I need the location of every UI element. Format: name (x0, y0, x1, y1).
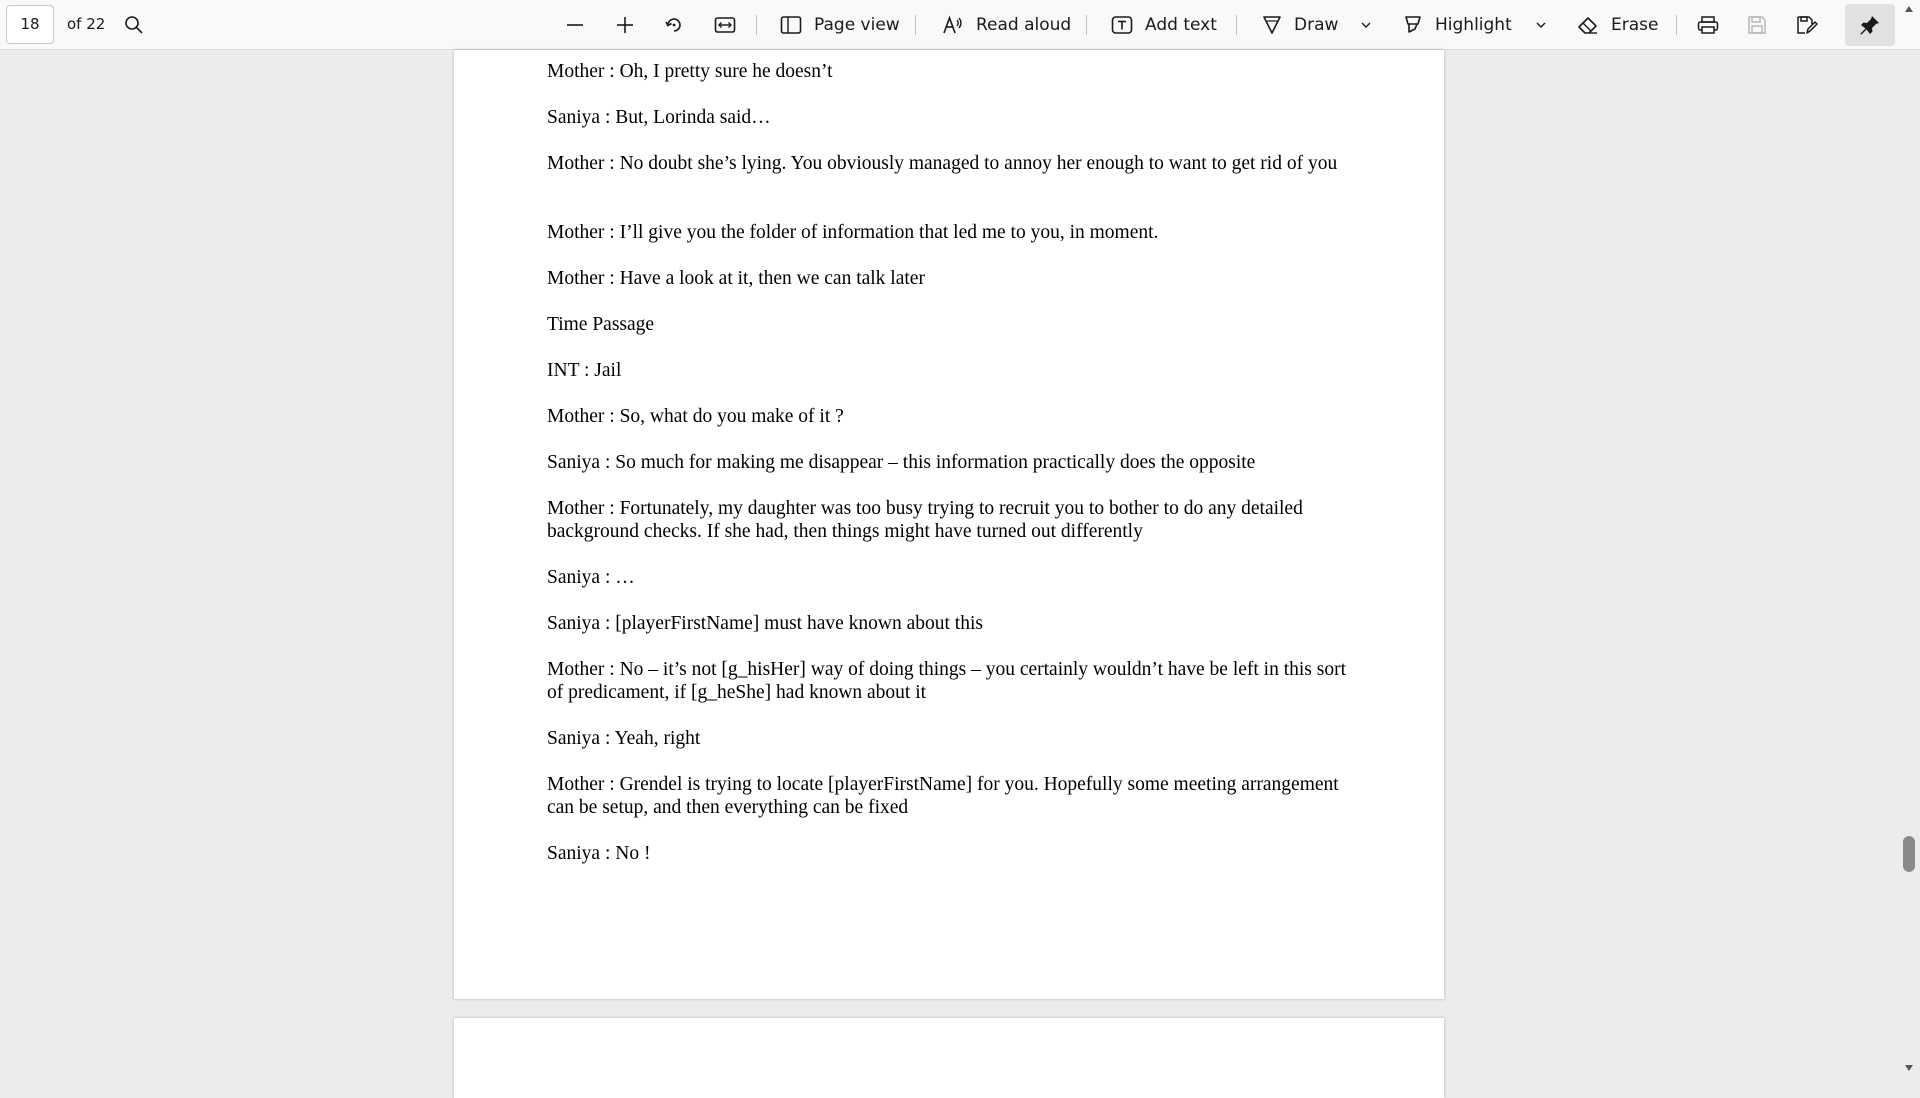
chevron-down-icon (1535, 19, 1547, 31)
zoom-in-button[interactable] (615, 0, 635, 50)
eraser-icon (1577, 15, 1599, 35)
dialogue-line: Mother : No – it’s not [g_hisHer] way of doing things – you certainly wouldn’t have be left in this sort of predicament, if [g_heShe] had known about it (547, 659, 1347, 703)
read-aloud-label: Read aloud (976, 15, 1072, 35)
dialogue-line: Saniya : … (547, 567, 635, 588)
chevron-down-icon (1360, 19, 1372, 31)
add-text-icon (1111, 15, 1133, 35)
rotate-button[interactable] (664, 0, 684, 50)
dialogue-line: Mother : Grendel is trying to locate [playerFirstName] for you. Hopefully some meeting arrangement can be setup, and then everything can be fixed (547, 774, 1339, 818)
save-as-button[interactable] (1796, 0, 1818, 50)
page-view-label: Page view (814, 15, 900, 35)
dialogue-line: Mother : I’ll give you the folder of information that led me to you, in moment. (547, 222, 1159, 243)
dialogue-line: Mother : Have a look at it, then we can talk later (547, 268, 925, 289)
dialogue-line: Saniya : [playerFirstName] must have known about this (547, 613, 983, 634)
rotate-icon (664, 15, 684, 35)
highlight-label: Highlight (1435, 15, 1512, 35)
toolbar-separator (1676, 15, 1677, 35)
save-as-icon (1796, 15, 1818, 35)
draw-options-button[interactable] (1360, 0, 1372, 50)
document-page (454, 50, 1444, 999)
zoom-out-button[interactable] (565, 0, 585, 50)
page-view-button[interactable] (780, 0, 900, 50)
dialogue-line: Mother : Oh, I pretty sure he doesn’t (547, 61, 833, 82)
dialogue-line: Saniya : But, Lorinda said… (547, 107, 771, 128)
pdf-toolbar (0, 0, 1920, 50)
draw-label: Draw (1294, 15, 1339, 35)
fit-width-button[interactable] (714, 0, 736, 50)
scroll-down-arrow[interactable] (1903, 1063, 1915, 1073)
printer-icon (1697, 15, 1719, 35)
read-aloud-icon (942, 15, 964, 35)
minus-icon (565, 15, 585, 35)
search-button[interactable] (124, 0, 144, 50)
toolbar-separator (756, 15, 757, 35)
search-icon (124, 15, 144, 35)
next-document-page (454, 1018, 1444, 1098)
page-number-input[interactable]: 18 (6, 5, 54, 44)
caret-down-icon (1904, 1064, 1914, 1072)
draw-icon (1262, 14, 1282, 36)
page-total-label: of 22 (67, 15, 106, 33)
dialogue-line: Saniya : Yeah, right (547, 728, 701, 749)
dialogue-line: Saniya : No ! (547, 843, 651, 864)
add-text-label: Add text (1145, 15, 1217, 35)
dialogue-line: Saniya : So much for making me disappear – this information practically does the opposite (547, 452, 1256, 473)
pin-toolbar-button[interactable] (1845, 4, 1895, 46)
scrollbar-thumb[interactable] (1903, 836, 1915, 872)
highlight-button[interactable] (1403, 0, 1512, 50)
erase-button[interactable] (1577, 0, 1658, 50)
draw-button[interactable] (1262, 0, 1338, 50)
vertical-scrollbar[interactable] (1898, 50, 1920, 1080)
dialogue-line: Mother : Fortunately, my daughter was too busy trying to recruit you to bother to do any detailed background checks. If she had, then things might have turned out differently (547, 498, 1303, 542)
page-view-icon (780, 15, 802, 35)
read-aloud-button[interactable] (942, 0, 1071, 50)
highlight-options-button[interactable] (1535, 0, 1547, 50)
erase-label: Erase (1611, 15, 1659, 35)
scene-direction: Time Passage (547, 314, 655, 335)
dialogue-line: Mother : So, what do you make of it ? (547, 406, 844, 427)
save-button[interactable] (1747, 0, 1767, 50)
plus-icon (615, 15, 635, 35)
print-button[interactable] (1697, 0, 1719, 50)
pin-icon (1859, 14, 1881, 36)
dialogue-line: Mother : No doubt she’s lying. You obviously managed to annoy her enough to want to get rid of you (547, 153, 1338, 174)
highlighter-icon (1403, 14, 1423, 36)
fit-width-icon (714, 15, 736, 35)
toolbar-separator (1236, 15, 1237, 35)
save-icon (1747, 15, 1767, 35)
add-text-button[interactable] (1111, 0, 1217, 50)
toolbar-separator (915, 15, 916, 35)
caret-up-icon (1904, 5, 1914, 13)
scroll-up-arrow[interactable] (1903, 4, 1915, 14)
toolbar-separator (1086, 15, 1087, 35)
scene-heading: INT : Jail (547, 360, 622, 381)
